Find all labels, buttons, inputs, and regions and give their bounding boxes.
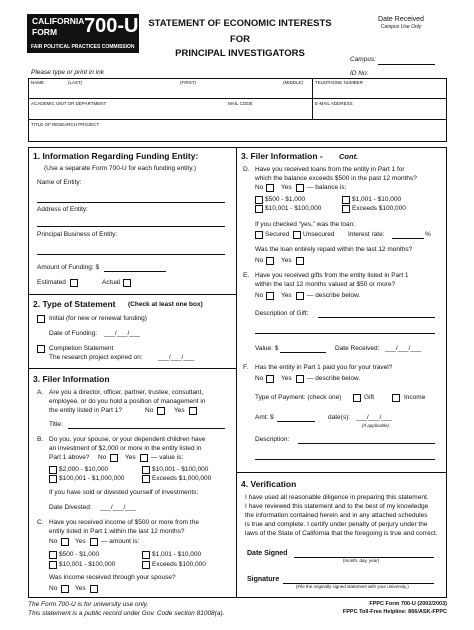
gift-date-field[interactable]: ___/___/___ <box>385 345 422 352</box>
c-range1-checkbox[interactable] <box>49 551 57 559</box>
footer-note-2: This statement is a public record under Gov. Code section 81008(a). <box>28 610 225 617</box>
footer-note-1: The Form 700-U is for university use only. <box>28 601 149 608</box>
b-no-checkbox[interactable] <box>110 454 118 462</box>
e-no-checkbox[interactable] <box>266 292 274 300</box>
logo-form-number: 700-U <box>84 15 139 37</box>
travel-description-field-2[interactable] <box>255 459 435 460</box>
gift-description-field-2[interactable] <box>255 333 435 334</box>
b-range3-checkbox[interactable] <box>49 475 57 483</box>
signature-label: Signature <box>247 576 280 583</box>
logo-form: FORM <box>32 27 58 37</box>
form-title-line2: FOR <box>229 34 251 45</box>
gift-value-field[interactable] <box>280 352 326 353</box>
initial-checkbox[interactable] <box>37 315 45 323</box>
id-label: ID No: <box>350 70 369 77</box>
date-received-label: Date Received <box>378 16 424 23</box>
d-range1-checkbox[interactable] <box>255 196 263 204</box>
a-no-checkbox[interactable] <box>157 407 165 415</box>
d-yes-checkbox[interactable] <box>296 184 304 192</box>
divested-date-field[interactable]: ___/___/___ <box>100 504 137 511</box>
d-range4-checkbox[interactable] <box>342 205 350 213</box>
section3-title: 3. Filer Information <box>33 374 110 384</box>
title-field[interactable] <box>68 428 225 429</box>
payment-gift-checkbox[interactable] <box>353 394 361 402</box>
date-signed-label: Date Signed <box>247 550 288 557</box>
footer-form-id: FPPC Form 700-U (2002/2003) <box>369 601 447 607</box>
form-title-line3: PRINCIPAL INVESTIGATORS <box>175 48 305 59</box>
logo-commission: FAIR POLITICAL PRACTICES COMMISSION <box>31 44 135 50</box>
repaid-yes-checkbox[interactable] <box>296 257 304 265</box>
b-range1-checkbox[interactable] <box>49 466 57 474</box>
d-range3-checkbox[interactable] <box>255 205 263 213</box>
completion-checkbox[interactable] <box>37 345 45 353</box>
section4-title: 4. Verification <box>241 479 297 489</box>
form-title-line1: STATEMENT OF ECONOMIC INTERESTS <box>148 18 332 29</box>
section3-cont-title: 3. Filer Information - <box>241 151 323 161</box>
secured-checkbox[interactable] <box>255 231 263 239</box>
name-field[interactable] <box>29 87 311 97</box>
b-range4-checkbox[interactable] <box>142 475 150 483</box>
estimated-checkbox[interactable] <box>70 279 78 287</box>
repaid-no-checkbox[interactable] <box>266 257 274 265</box>
b-yes-checkbox[interactable] <box>140 454 148 462</box>
research-project-field[interactable] <box>29 129 446 141</box>
travel-amount-field[interactable] <box>277 421 315 422</box>
travel-dates-field[interactable]: ___/___/___ <box>356 414 393 421</box>
mail-code-field[interactable] <box>227 108 311 118</box>
expired-date-field[interactable]: ___/___/___ <box>158 354 195 361</box>
field-name-label: NAME <box>31 80 45 85</box>
payment-income-checkbox[interactable] <box>392 394 400 402</box>
unsecured-checkbox[interactable] <box>293 231 301 239</box>
f-no-checkbox[interactable] <box>266 375 274 383</box>
entity-address-field[interactable] <box>37 226 225 227</box>
campus-field[interactable] <box>378 64 435 65</box>
d-no-checkbox[interactable] <box>266 184 274 192</box>
logo-california: CALIFORNIA <box>32 16 85 26</box>
entity-business-field[interactable] <box>37 254 225 255</box>
c-range2-checkbox[interactable] <box>142 551 150 559</box>
section2-title: 2. Type of Statement <box>33 299 116 309</box>
funding-amount-field[interactable] <box>104 271 166 272</box>
spouse-yes-checkbox[interactable] <box>90 585 98 593</box>
actual-checkbox[interactable] <box>123 279 131 287</box>
c-no-checkbox[interactable] <box>61 538 69 546</box>
section1-title: 1. Information Regarding Funding Entity: <box>33 151 199 161</box>
d-range2-checkbox[interactable] <box>342 196 350 204</box>
print-note: Please type or print in ink <box>31 69 104 76</box>
c-range4-checkbox[interactable] <box>142 561 150 569</box>
campus-label: Campus: <box>350 56 377 63</box>
c-yes-checkbox[interactable] <box>90 538 98 546</box>
c-range3-checkbox[interactable] <box>49 561 57 569</box>
interest-rate-field[interactable] <box>392 238 424 239</box>
funding-date-field[interactable]: ___/___/___ <box>104 330 141 337</box>
travel-description-field-1[interactable] <box>298 443 435 444</box>
telephone-field[interactable] <box>313 87 446 97</box>
footer-helpline: FPPC Toll-Free Helpline: 866/ASK-FPPC <box>342 609 447 615</box>
e-yes-checkbox[interactable] <box>296 292 304 300</box>
b-range2-checkbox[interactable] <box>142 466 150 474</box>
email-field[interactable] <box>313 108 446 118</box>
academic-unit-field[interactable] <box>29 108 225 118</box>
a-yes-checkbox[interactable] <box>189 407 197 415</box>
spouse-no-checkbox[interactable] <box>61 585 69 593</box>
f-yes-checkbox[interactable] <box>296 375 304 383</box>
campus-use-note: Campus Use Only <box>380 24 422 30</box>
entity-name-field[interactable] <box>37 202 225 203</box>
gift-description-field-1[interactable] <box>318 317 435 318</box>
